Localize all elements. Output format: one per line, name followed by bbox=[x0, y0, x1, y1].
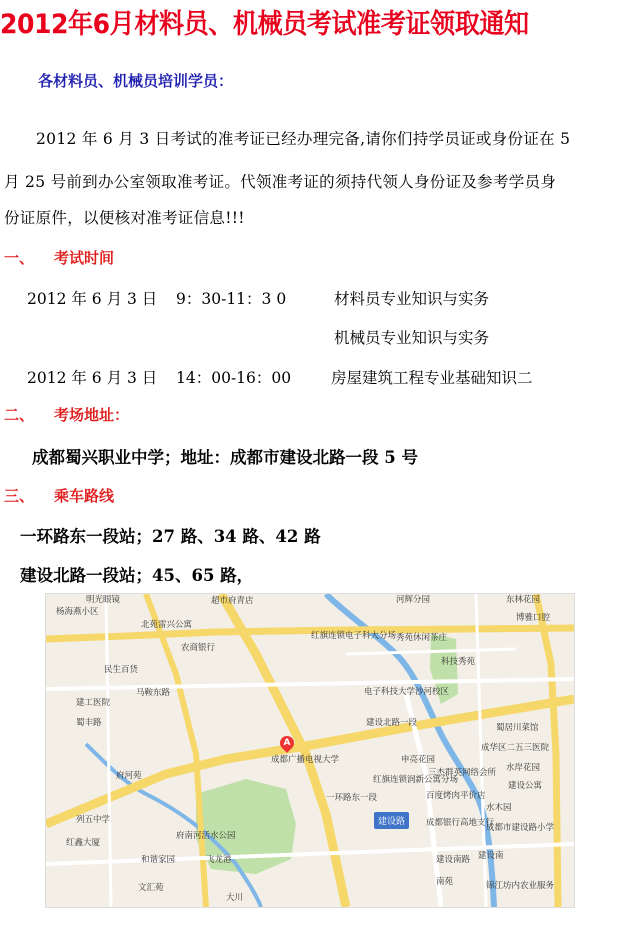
map-label: 秀苑休闲茶庄 bbox=[396, 633, 448, 643]
map-label: 电子科技大学沙河校区 bbox=[364, 687, 450, 697]
schedule-1-time: 9：30-11：3 0 bbox=[176, 290, 287, 308]
map-label: 申亮花园 bbox=[401, 755, 436, 765]
map-label: 水木园 bbox=[486, 803, 512, 813]
map-label: 一环路东一段 bbox=[326, 793, 378, 803]
map-label: 蜀丰路 bbox=[76, 718, 102, 728]
section-2-number: 二、 bbox=[4, 406, 35, 424]
map-label: 杨海燕小区 bbox=[56, 607, 99, 617]
map-label: 成都银行高地支行 bbox=[426, 818, 495, 828]
location-map bbox=[45, 593, 575, 908]
section-3-title: 乘车路线 bbox=[54, 487, 115, 505]
map-label: 列五中学 bbox=[76, 815, 111, 825]
map-label: 百度烤肉平价店 bbox=[426, 791, 486, 801]
map-label: 成华区二五三医院 bbox=[481, 743, 550, 753]
schedule-1-date: 2012 年 6 月 3 日 bbox=[27, 290, 158, 308]
map-label: 建设公寓 bbox=[508, 781, 543, 791]
salutation: 各材料员、机械员培训学员： bbox=[38, 72, 234, 90]
map-label: 红旗连锁润新公寓分场 bbox=[373, 775, 459, 785]
map-label: 水岸花园 bbox=[506, 763, 541, 773]
map-label: 成都广播电视大学 bbox=[271, 755, 340, 765]
route-2: 建设北路一段站；45、65 路， bbox=[20, 566, 254, 585]
map-label: 红旗连锁电子科大分场 bbox=[311, 631, 397, 641]
map-label: 大川 bbox=[226, 893, 244, 903]
map-label: 成都市建设路小学 bbox=[486, 823, 555, 833]
map-label: 博雅口腔 bbox=[516, 613, 551, 623]
map-label: 蜀居川菜馆 bbox=[496, 723, 539, 733]
schedule-2-subject: 机械员专业知识与实务 bbox=[334, 329, 490, 347]
map-label: 和谐家园 bbox=[141, 855, 176, 865]
schedule-1-subject: 材料员专业知识与实务 bbox=[334, 290, 490, 308]
map-label: 河辉分园 bbox=[396, 595, 431, 605]
map-label: 东林花园 bbox=[506, 595, 541, 605]
map-label: 民生百货 bbox=[104, 665, 139, 675]
schedule-3-date: 2012 年 6 月 3 日 bbox=[27, 369, 158, 387]
map-label: 科技秀苑 bbox=[441, 657, 476, 667]
map-label: 建工医院 bbox=[76, 698, 111, 708]
section-3-number: 三、 bbox=[4, 487, 35, 505]
body-line-3: 份证原件，以便核对准考证信息!!! bbox=[4, 209, 245, 227]
section-1-title: 考试时间 bbox=[54, 249, 115, 267]
map-label: 锦江坊内农业服务 bbox=[486, 881, 555, 891]
map-label: 府河苑 bbox=[116, 771, 142, 781]
map-label: 文汇苑 bbox=[138, 883, 164, 893]
map-label: 超市府青店 bbox=[211, 596, 254, 606]
map-label: 建设南路 bbox=[436, 855, 471, 865]
map-label: 北苑雷兴公寓 bbox=[141, 620, 193, 630]
location-pin-icon: A bbox=[277, 733, 297, 753]
map-label: 南苑 bbox=[436, 877, 454, 887]
section-2-title: 考场地址： bbox=[54, 406, 130, 424]
notice-title: 2012年6月材料员、机械员考试准考证领取通知 bbox=[0, 9, 529, 40]
map-label: 建设南 bbox=[478, 851, 504, 861]
route-1: 一环路东一段站；27 路、34 路、42 路 bbox=[20, 527, 321, 546]
venue-address: 成都蜀兴职业中学；地址：成都市建设北路一段 5 号 bbox=[32, 448, 418, 467]
section-1-number: 一、 bbox=[4, 249, 35, 267]
body-line-2: 月 25 号前到办公室领取准考证。代领准考证的须持代领人身份证及参考学员身 bbox=[4, 173, 557, 191]
map-label: 红鑫大厦 bbox=[66, 838, 101, 848]
schedule-3-subject: 房屋建筑工程专业基础知识二 bbox=[331, 369, 533, 387]
map-label: 农商银行 bbox=[181, 643, 216, 653]
map-label: 飞龙港 bbox=[206, 855, 232, 865]
body-line-1: 2012 年 6 月 3 日考试的准考证已经办理完备,请你们持学员证或身份证在 5 bbox=[36, 130, 571, 148]
map-label: 府南河活水公园 bbox=[176, 831, 236, 841]
road-badge: 建设路 bbox=[374, 812, 409, 829]
schedule-3-time: 14：00-16：00 bbox=[176, 369, 292, 387]
map-label: 明光眼镜 bbox=[86, 595, 121, 605]
map-label: 马鞍东路 bbox=[136, 688, 171, 698]
map-label: 建设北路一段 bbox=[366, 718, 418, 728]
map-label: 三杰群英网络会所 bbox=[428, 768, 497, 778]
